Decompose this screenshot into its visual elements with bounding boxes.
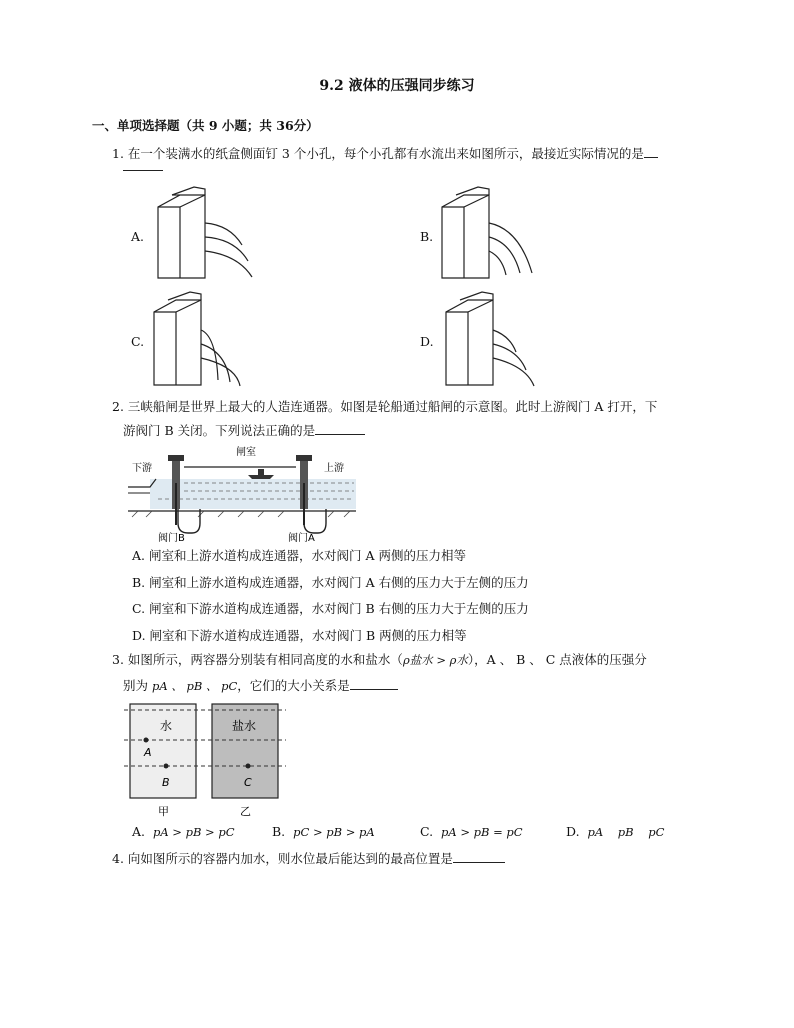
page-title: 9.2 液体的压强同步练习 [319, 78, 475, 94]
question-2-number: 2. [112, 399, 124, 414]
question-1-text: 在一个装满水的纸盒侧面钉 3 个小孔，每个小孔都有水流出来如图所示，最接近实际情况的是 [127, 146, 644, 161]
label-water: 水 [160, 719, 173, 733]
label-chamber: 闸室 [236, 447, 256, 458]
q1-option-d-image[interactable] [438, 290, 548, 390]
q1-option-b-label: B. [420, 229, 434, 244]
q3-option-d[interactable] [566, 824, 664, 839]
answer-blank[interactable] [644, 145, 658, 158]
q1-option-b-image[interactable] [434, 185, 544, 281]
q3-option-c-expr: pA > pB = pC [441, 825, 523, 839]
q3-option-a-label: A. [132, 824, 146, 839]
question-3-number: 3. [112, 652, 124, 667]
question-2-line2-wrap [123, 422, 365, 440]
question-2 [112, 398, 732, 416]
q1-option-c-label: C. [131, 334, 145, 349]
answer-blank[interactable] [315, 422, 365, 435]
q3-option-c-label: C. [420, 824, 434, 839]
question-2-line1: 三峡船闸是世界上最大的人造连通器。如图是轮船通过船闸的示意图。此时上游阀门 A 打开，下 [127, 399, 658, 414]
q3-option-b-expr: pC > pB > pA [293, 825, 375, 839]
q1-option-d-label: D. [420, 334, 434, 349]
question-3-density-relation: ρ盐水 > ρ水 [402, 653, 468, 667]
question-3-text-d: ，它们的大小关系是 [237, 678, 350, 693]
question-3-text-c: 别为 [123, 678, 149, 693]
label-upstream: 上游 [324, 463, 344, 474]
question-3-line2 [123, 677, 398, 695]
question-1-number: 1. [112, 146, 124, 161]
q3-option-a-expr: pA > pB > pC [152, 825, 235, 839]
label-downstream: 下游 [132, 463, 152, 474]
answer-blank[interactable] [453, 850, 505, 863]
q2-option-d[interactable]: D. 闸室和下游水道构成连通器，水对阀门 B 两侧的压力相等 [132, 628, 467, 643]
question-4 [112, 850, 732, 868]
containers-diagram [124, 700, 288, 820]
question-3-text-a: 如图所示，两容器分别装有相同高度的水和盐水（ [127, 652, 403, 667]
question-1 [112, 145, 732, 163]
question-4-text: 向如图所示的容器内加水，则水位最后能达到的最高位置是 [127, 851, 453, 866]
label-point-a: A [144, 746, 152, 759]
answer-blank-continued[interactable] [123, 170, 163, 171]
q1-option-a-image[interactable] [150, 185, 260, 281]
q3-option-d-label: D. [566, 824, 580, 839]
label-jia: 甲 [158, 805, 169, 818]
question-3-pressures: pA 、 pB 、 pC [152, 679, 238, 693]
q3-option-a[interactable] [132, 824, 235, 839]
question-2-line2: 游阀门 B 关闭。下列说法正确的是 [123, 423, 316, 438]
q2-option-c[interactable]: C. 闸室和下游水道构成连通器，水对阀门 B 右侧的压力大于左侧的压力 [132, 601, 529, 616]
q2-option-b[interactable]: B. 闸室和上游水道构成连通器，水对阀门 A 右侧的压力大于左侧的压力 [132, 575, 529, 590]
section-heading: 一、单项选择题（共 9 小题；共 36分） [92, 118, 319, 133]
q3-option-c[interactable] [420, 824, 523, 839]
label-point-b: B [162, 776, 170, 789]
question-4-number: 4. [112, 851, 124, 866]
q2-option-a[interactable]: A. 闸室和上游水道构成连通器，水对阀门 A 两侧的压力相等 [132, 548, 466, 563]
ship-lock-diagram [128, 443, 358, 543]
q1-option-a-label: A. [131, 229, 145, 244]
q3-option-b[interactable] [272, 824, 375, 839]
q1-option-c-image[interactable] [146, 290, 256, 390]
label-brine: 盐水 [232, 719, 257, 733]
label-yi: 乙 [240, 805, 251, 818]
answer-blank[interactable] [350, 677, 398, 690]
label-valve-a: 阀门A [288, 533, 315, 543]
q3-option-d-expr: pA pB pC [587, 825, 665, 839]
question-3-line1 [112, 651, 742, 669]
label-valve-b: 阀门B [158, 533, 185, 543]
label-point-c: C [244, 776, 252, 789]
q3-option-b-label: B. [272, 824, 286, 839]
question-3-text-b: ），A 、 B 、 C 点液体的压强分 [467, 652, 647, 667]
